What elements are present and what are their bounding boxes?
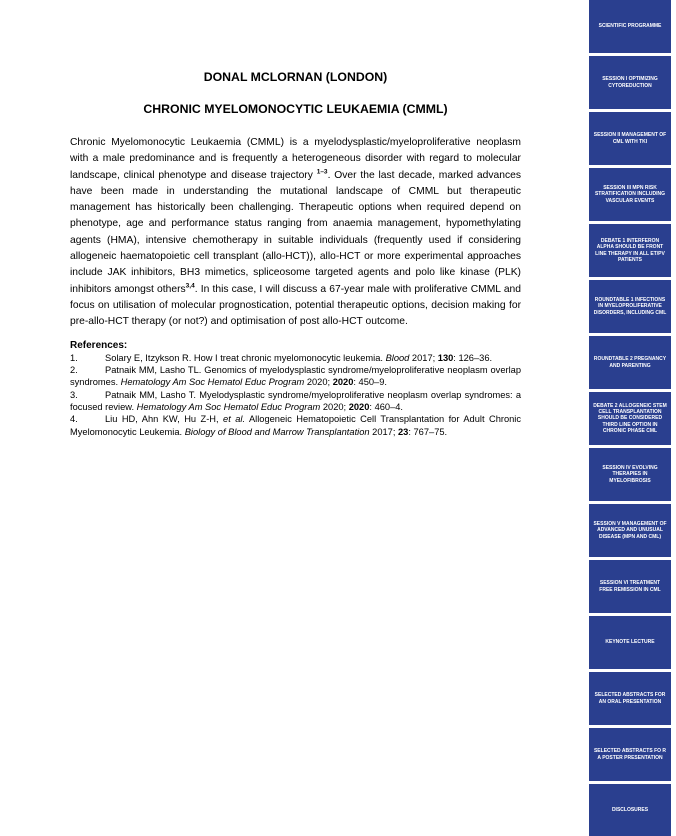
sidebar-item-keynote-lecture[interactable]: KEYNOTE LECTURE <box>589 616 671 669</box>
reference-et-al: et al. <box>223 414 246 425</box>
sidebar-item-session-3[interactable]: SESSION III MPN RISK STRATIFICATION INCLUDING VASCULAR EVENTS <box>589 168 671 221</box>
reference-year: 2017; <box>369 426 398 437</box>
sidebar-item-roundtable-1[interactable]: ROUNDTABLE 1 INFECTIONS IN MYELOPROLIFERATIVE DISORDERS, INCLUDING CML <box>589 280 671 333</box>
sidebar-item-session-6[interactable]: SESSION VI TREATMENT FREE REMISSION IN CML <box>589 560 671 613</box>
citation-superscript: 1–3 <box>316 168 328 176</box>
reference-journal: Hematology Am Soc Hematol Educ Program <box>120 377 305 388</box>
speaker-name: DONAL MCLORNAN (LONDON) <box>203 70 388 84</box>
sidebar-item-roundtable-2[interactable]: ROUNDTABLE 2 PREGNANCY AND PARENTING <box>589 336 671 389</box>
reference-number: 3. <box>70 389 78 400</box>
abstract-text-part2: . Over the last decade, marked advances have been made in understanding the mutational landscape of CMML but therapeutic management has historically been challenging. Therapeutic options when required depend on phenotype, age and performance status ranging from anaemia management, hypomethylating agents (HMA), intensive chemotherapy in suitable individuals (frequently used if considering allogeneic haematopoietic cell transplant (allo-HCT)), allo-HCT or more experimental approaches include JAK inhibitors, BH3 mimetics, spliceosome targeted agents and polo like kinase (PLK) inhibitors amongst others <box>70 169 522 295</box>
reference-pages: : 767–75. <box>408 426 448 437</box>
reference-item <box>70 389 521 414</box>
reference-number: 1. <box>70 352 78 363</box>
sidebar-item-session-4[interactable]: SESSION IV EVOLVING THERAPIES IN MYELOFIBROSIS <box>589 448 671 501</box>
sidebar-item-debate-1[interactable]: DEBATE 1 INTERFERON ALPHA SHOULD BE FRONT LINE THERAPY IN ALL ET/PV PATIENTS <box>589 224 671 277</box>
reference-volume: 2020 <box>332 377 354 388</box>
reference-number: 2. <box>70 365 78 376</box>
reference-journal: Biology of Blood and Marrow Transplantation <box>184 426 370 437</box>
sidebar-item-session-2[interactable]: SESSION II MANAGEMENT OF CML WITH TKI <box>589 112 671 165</box>
reference-volume: 130 <box>437 352 454 363</box>
sidebar-item-disclosures[interactable]: DISCLOSURES <box>589 784 671 836</box>
reference-text: Allogeneic Hematopoietic Cell Transplantation for Adult Chronic Myelomonocytic Leukemia. <box>70 414 522 437</box>
reference-item <box>70 413 521 438</box>
reference-year: 2020; <box>320 402 349 413</box>
reference-journal: Blood <box>385 352 410 363</box>
reference-item <box>70 352 521 364</box>
reference-volume: 23 <box>398 426 409 437</box>
reference-text: Solary E, Itzykson R. How I treat chronic myelomonocytic leukemia. <box>105 352 386 363</box>
sidebar-item-oral-abstracts[interactable]: SELECTED ABSTRACTS FOR AN ORAL PRESENTATION <box>589 672 671 725</box>
sidebar-item-debate-2[interactable]: DEBATE 2 ALLOGENEIC STEM CELL TRANSPLANTATION SHOULD BE CONSIDERED THIRD LINE OPTION IN CHRONIC PHASE CML <box>589 392 671 445</box>
reference-item <box>70 364 521 389</box>
abstract-text-part3: . In this case, I will discuss a 67-year male with proliferative CMML and focus on utilisation of molecular prognostication, potential therapeutic options, decision making for pre-allo-HCT therapy (or not?) and optimisation of post allo-HCT outcome. <box>70 283 521 328</box>
sidebar-item-session-5[interactable]: SESSION V MANAGEMENT OF ADVANCED AND UNUSUAL DISEASE (MPN AND CML) <box>589 504 671 557</box>
reference-number: 4. <box>70 414 78 425</box>
abstract-text-part1: Chronic Myelomonocytic Leukaemia (CMML) is a myelodysplastic/myeloproliferative neoplasm with a male predominance and is frequently a heterogeneous disorder with regard to molecular landscape, clinical phenotype and disease trajectory <box>70 137 521 181</box>
sidebar-item-session-1[interactable]: SESSION I OPTIMIZING CYTOREDUCTION <box>589 56 671 109</box>
section-sidebar <box>589 0 676 836</box>
citation-superscript: 3,4 <box>185 282 195 290</box>
reference-year: 2020; <box>304 377 333 388</box>
sidebar-item-poster-abstracts[interactable]: SELECTED ABSTRACTS FO R A POSTER PRESENTATION <box>589 728 671 781</box>
reference-pages: : 460–4. <box>369 402 404 413</box>
abstract-title: CHRONIC MYELOMONOCYTIC LEUKAEMIA (CMML) <box>143 102 448 116</box>
sidebar-item-scientific-programme[interactable]: SCIENTIFIC PROGRAMME <box>589 0 671 53</box>
reference-text: Patnaik MM, Lasho TL. Genomics of myelodysplastic syndrome/myeloproliferative neoplasm overlap syndromes. <box>70 365 521 388</box>
reference-volume: 2020 <box>348 402 370 413</box>
abstract-body <box>70 135 521 331</box>
reference-year: 2017; <box>409 352 438 363</box>
references-heading: References: <box>70 339 128 351</box>
reference-text: Liu HD, Ahn KW, Hu Z-H, <box>105 414 224 425</box>
reference-pages: : 450–9. <box>353 377 387 388</box>
reference-journal: Hematology Am Soc Hematol Educ Program <box>136 402 321 413</box>
reference-text: Patnaik MM, Lasho T. Myelodysplastic syndrome/myeloproliferative neoplasm overlap syndromes: a focused review. <box>70 389 521 413</box>
reference-pages: : 126–36. <box>453 352 493 363</box>
abstract-content <box>70 70 521 438</box>
